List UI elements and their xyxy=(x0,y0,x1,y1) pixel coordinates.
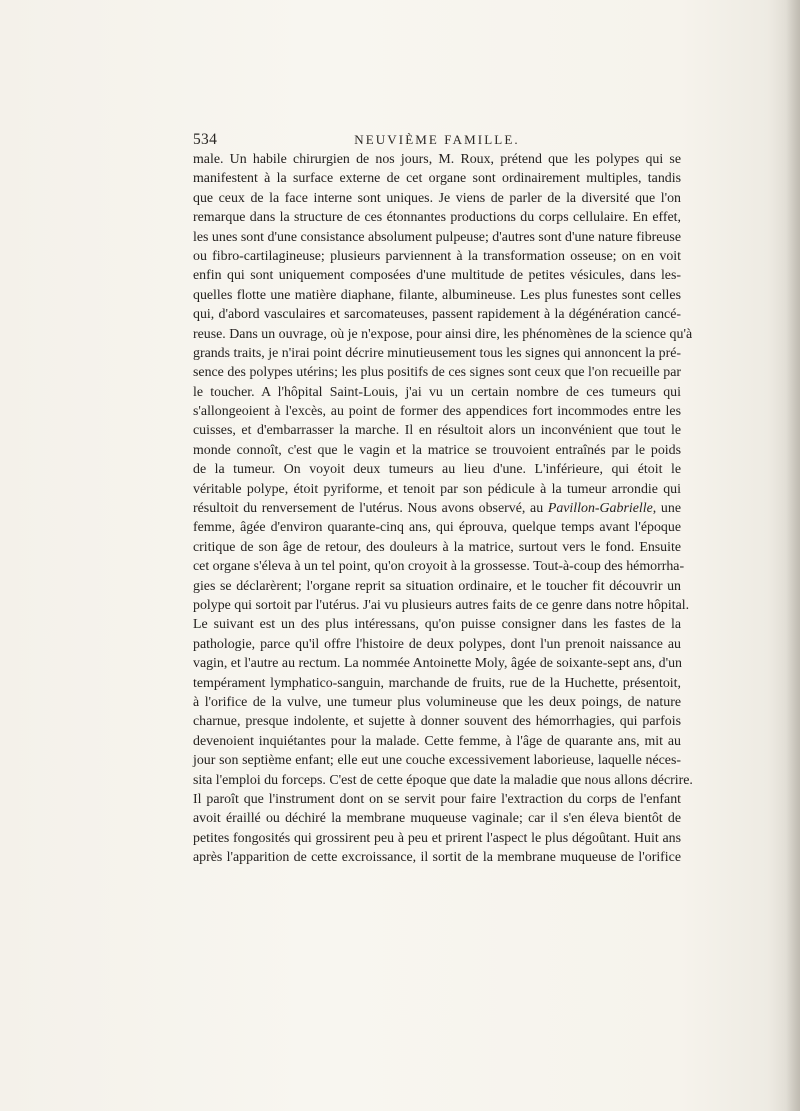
text-line: manifestent à la surface externe de cet organe sont ordinairement multiples, tandis xyxy=(193,171,681,187)
text-line: sita l'emploi du forceps. C'est de cette époque que date la maladie que nous allons décrire. xyxy=(193,772,693,788)
text-line: remarque dans la structure de ces étonnantes productions du corps cellulaire. En effet, xyxy=(193,210,681,226)
running-title: NEUVIÈME FAMILLE. xyxy=(354,132,520,147)
text-line: petites fongosités qui grossirent peu à peu et prirent l'aspect le plus dégoûtant. Huit ans xyxy=(193,830,681,846)
text-line-with-italic: résultoit du renversement de l'utérus. Nous avons observé, au Pavillon-Gabrielle, une xyxy=(193,501,681,517)
running-head xyxy=(193,131,681,151)
text-line: s'allongeoient à l'excès, au point de former des appendices fort incommodes entre les xyxy=(193,404,681,420)
text-line: femme, âgée d'environ quarante-cinq ans, qui éprouva, quelque temps avant l'époque xyxy=(193,520,681,536)
text-line: le toucher. A l'hôpital Saint-Louis, j'ai vu un certain nombre de ces tumeurs qui xyxy=(193,384,681,400)
text-line: gies se déclarèrent; l'organe reprit sa situation ordinaire, et le toucher fit découvrir un xyxy=(193,578,681,594)
text-line: enfin qui sont uniquement composées d'une multitude de petites vésicules, dans les- xyxy=(193,268,681,284)
text-line: Il paroît que l'instrument dont on se servit pour faire l'extraction du corps de l'enfant xyxy=(193,791,681,807)
text-line: polype qui sortoit par l'utérus. J'ai vu plusieurs autres faits de ce genre dans notre hôpital. xyxy=(193,597,690,613)
text-line: qui, d'abord vasculaires et sarcomateuses, passent rapidement à la dégénération cancé- xyxy=(193,307,681,323)
text-line: ou fibro-cartilagineuse; plusieurs parviennent à la transformation osseuse; on en voit xyxy=(193,248,681,264)
text-line: monde connoît, c'est que le vagin et la matrice se trouvoient entraînés par le poids xyxy=(193,442,681,458)
text-line: sence des polypes utérins; les plus positifs de ces signes sont ceux que l'on recueille par xyxy=(193,365,681,381)
text-line: quelles flotte une matière diaphane, filante, albumineuse. Les plus funestes sont celles xyxy=(193,287,681,303)
text-line: critique de son âge de retour, des douleurs à la matrice, surtout vers le fond. Ensuite xyxy=(193,539,681,555)
text-line: male. Un habile chirurgien de nos jours, M. Roux, prétend que les polypes qui se xyxy=(193,152,681,167)
text-line: vagin, et l'autre au rectum. La nommée Antoinette Moly, âgée de soixante-sept ans, d'un xyxy=(193,656,682,672)
page-edge-shadow xyxy=(786,0,800,1111)
text-line: tempérament lymphatico-sanguin, marchande de fruits, rue de la Huchette, présentoit, xyxy=(193,675,681,691)
text-line: pathologie, parce qu'il offre l'histoire de deux polypes, dont l'un prenoit naissance au xyxy=(193,636,681,652)
text-line: jour son septième enfant; elle eut une couche excessivement laborieuse, laquelle néces- xyxy=(193,753,681,769)
italic-place-name: Pavillon-Gabrielle xyxy=(547,501,653,517)
text-line: avoit éraillé ou déchiré la membrane muqueuse vaginale; car il s'en éleva bientôt de xyxy=(193,811,681,827)
text-line: à l'orifice de la vulve, une tumeur plus volumineuse que les deux poings, de nature xyxy=(193,694,681,710)
text-line: les unes sont d'une consistance absolument pulpeuse; d'autres sont d'une nature fibreuse xyxy=(193,229,681,245)
text-line: après l'apparition de cette excroissance, il sortit de la membrane muqueuse de l'orifice xyxy=(193,850,681,866)
text-line: Le suivant est un des plus intéressans, qu'on puisse consigner dans les fastes de la xyxy=(193,617,681,633)
text-line: grands traits, je n'irai point décrire minutieusement tous les signes qui annoncent la pré- xyxy=(193,345,681,361)
text-line: cuisses, et d'embarrasser la marche. Il en résultoit alors un inconvénient que tout le xyxy=(193,423,681,439)
text-line: véritable polype, étoit pyriforme, et tenoit par son pédicule à la tumeur arrondie qui xyxy=(193,481,681,497)
text-line: de la tumeur. On voyoit deux tumeurs au lieu d'une. L'inférieure, qui étoit le xyxy=(193,462,681,478)
text-line: que ceux de la face interne sont uniques. Je viens de parler de la diversité que l'on xyxy=(193,190,681,206)
page-number: 534 xyxy=(193,131,218,148)
body-text xyxy=(193,150,693,867)
text-line: reuse. Dans un ouvrage, où je n'expose, pour ainsi dire, les phénomènes de la science qu'à xyxy=(193,326,693,342)
text-line: devenoient inquiétantes pour la malade. Cette femme, à l'âge de quarante ans, mit au xyxy=(193,733,681,749)
text-line: charnue, presque indolente, et sujette à donner souvent des hémorrhagies, qui parfois xyxy=(193,714,681,730)
text-line: cet organe s'éleva à un tel point, qu'on croyoit à la grossesse. Tout-à-coup des hémorrha- xyxy=(193,559,685,575)
